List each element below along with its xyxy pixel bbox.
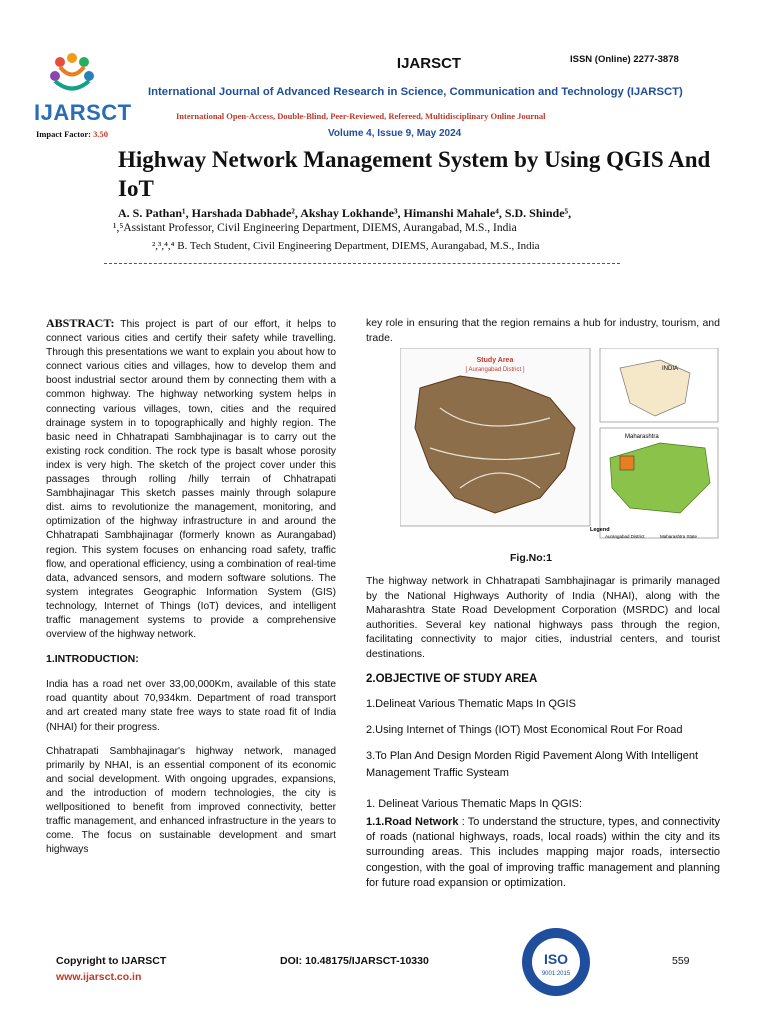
- volume-issue: Volume 4, Issue 9, May 2024: [328, 128, 462, 139]
- journal-subtitle: International Open-Access, Double-Blind, Peer-Reviewed, Refereed, Multidisciplinary Online Journal: [176, 111, 546, 121]
- impact-factor-value: 3.50: [93, 129, 108, 139]
- paper-authors: A. S. Pathan¹, Harshada Dabhade², Akshay Lokhande³, Himanshi Mahale⁴, S.D. Shinde⁵,: [118, 206, 572, 220]
- page-number: 559: [672, 955, 690, 967]
- sub-heading: 1. Delineat Various Thematic Maps In QGIS:: [366, 797, 583, 810]
- figure-caption: Fig.No:1: [510, 552, 552, 564]
- right-para: The highway network in Chhatrapati Sambhajinagar is primarily managed by the National Highways Authority of India (NHAI), along with the Maharashtra State Road Development Corporation (MSRDC) and local authorities. Several key national highways pass through the region, facilitating connectivity to major cities, industrial centers, and tourist destinations.: [366, 575, 720, 660]
- iso-text: ISO: [543, 951, 569, 967]
- study-area-figure: [400, 348, 720, 544]
- fig-legend-2: Maharashtra State: [660, 534, 698, 539]
- issn: ISSN (Online) 2277-3878: [570, 54, 679, 65]
- affiliation-2: ²,³,⁴,⁴ B. Tech Student, Civil Engineering Department, DIEMS, Aurangabad, M.S., India: [152, 240, 540, 252]
- iso-seal-icon: [520, 926, 592, 998]
- paper-title: Highway Network Management System by Using QGIS And IoT: [118, 147, 711, 201]
- logo-text: IJARSCT: [34, 100, 132, 125]
- right-continuation: key role in ensuring that the region remains a hub for industry, tourism, and trade.: [366, 317, 720, 344]
- abstract-text: This project is part of our effort, it helps to connect various cities and certify their safety while travelling. Through this presentations we want to explain you about how to connect various cities and villages, how to develop them and boost industrial sector around them by connecting them with a common highway. The highway networking system helps in connecting various villages, town, cities and the required drainage system in to topographically and highly region. The basic need in Chhatrapati Sambhajinagar is to carry out the existing rock condition. The rock type is basalt whose porosity index is very high. The sketch of the project cover under this passages through rolling /hilly terrain of Chhatrapati Sambhajinagar This sketch passes mainly through solapure dist. aims to revolutionize the management, monitoring, and optimization of the highway infrastructure in and around the Chhatrapati Sambhajinagar (formerly known as Aurangabad) region. This system focuses on enhancing road safety, traffic flow, and operational efficiency, using a combination of real-time data, advanced sensors, and modern software solutions. The system integrates Geographic Information System (GIS) technology, Internet of Things (IoT) devices, and intelligent traffic management systems to provide a comprehensive overview of the highway network.: [46, 319, 336, 641]
- right-lower-column: [366, 574, 720, 891]
- footer-doi[interactable]: DOI: 10.48175/IJARSCT-10330: [280, 955, 429, 967]
- intro-para-2: Chhatrapati Sambhajinagar's highway network, managed primarily by NHAI, is an essential component of its economic and social development. With ongoing upgrades, expansions, and the introduction of modern technologies, the city is wellpositioned to benefit from improved connectivity, better traffic management, and enhanced infrastructure in the years to come. The focus on sustainable development and smart highways: [46, 745, 336, 856]
- abstract: [46, 316, 336, 642]
- fig-subtitle: [ Aurangabad District ]: [465, 367, 525, 373]
- left-column: [46, 316, 336, 867]
- intro-heading: 1.INTRODUCTION:: [46, 653, 139, 666]
- road-network-label: 1.1.Road Network: [366, 815, 459, 828]
- fig-india-label: INDIA: [662, 366, 679, 372]
- objective-item-3: 3.To Plan And Design Morden Rigid Pavement Along With Intelligent Management Traffic Systeam: [366, 749, 699, 779]
- objective-heading: 2.OBJECTIVE OF STUDY AREA: [366, 672, 538, 685]
- iso-number: 9001:2015: [541, 971, 571, 977]
- right-column: [366, 316, 720, 345]
- header-divider: [104, 263, 620, 264]
- fig-title: Study Area: [476, 357, 514, 364]
- abstract-heading: ABSTRACT:: [46, 316, 115, 330]
- impact-factor: Impact Factor: 3.50: [36, 129, 108, 139]
- objective-item-1: 1.Delineat Various Thematic Maps In QGIS: [366, 697, 576, 710]
- fig-legend: Legend: [590, 527, 610, 533]
- objective-item-2: 2.Using Internet of Things (IOT) Most Economical Rout For Road: [366, 723, 683, 736]
- footer-copyright: Copyright to IJARSCT: [56, 955, 167, 967]
- journal-abbr: IJARSCT: [396, 55, 462, 72]
- journal-name: International Journal of Advanced Research in Science, Communication and Technology (IJARSCT): [148, 86, 683, 98]
- affiliation-1: ¹,⁵Assistant Professor, Civil Engineering Department, DIEMS, Aurangabad, M.S., India: [113, 222, 517, 234]
- footer-url[interactable]: www.ijarsct.co.in: [56, 971, 142, 983]
- fig-maharashtra-label: Maharashtra: [625, 434, 659, 440]
- road-network-para: 1.1.Road Network : To understand the structure, types, and connectivity of roads (national highways, roads, local roads) within the city and its surrounding areas. This includes mapping major roads, intersectio congestion, with the goal of improving traffic management and planning for future road expansion or optimization.: [366, 815, 720, 889]
- iso-badge: [520, 926, 592, 998]
- fig-legend-1: Aurangabad District: [605, 534, 645, 539]
- intro-para-1: India has a road net over 33,00,000Km, available of this state road quantity about 70,934km. Department of road transport and art created many state free ways to state road fit of India (NHAI) for their progress.: [46, 679, 336, 733]
